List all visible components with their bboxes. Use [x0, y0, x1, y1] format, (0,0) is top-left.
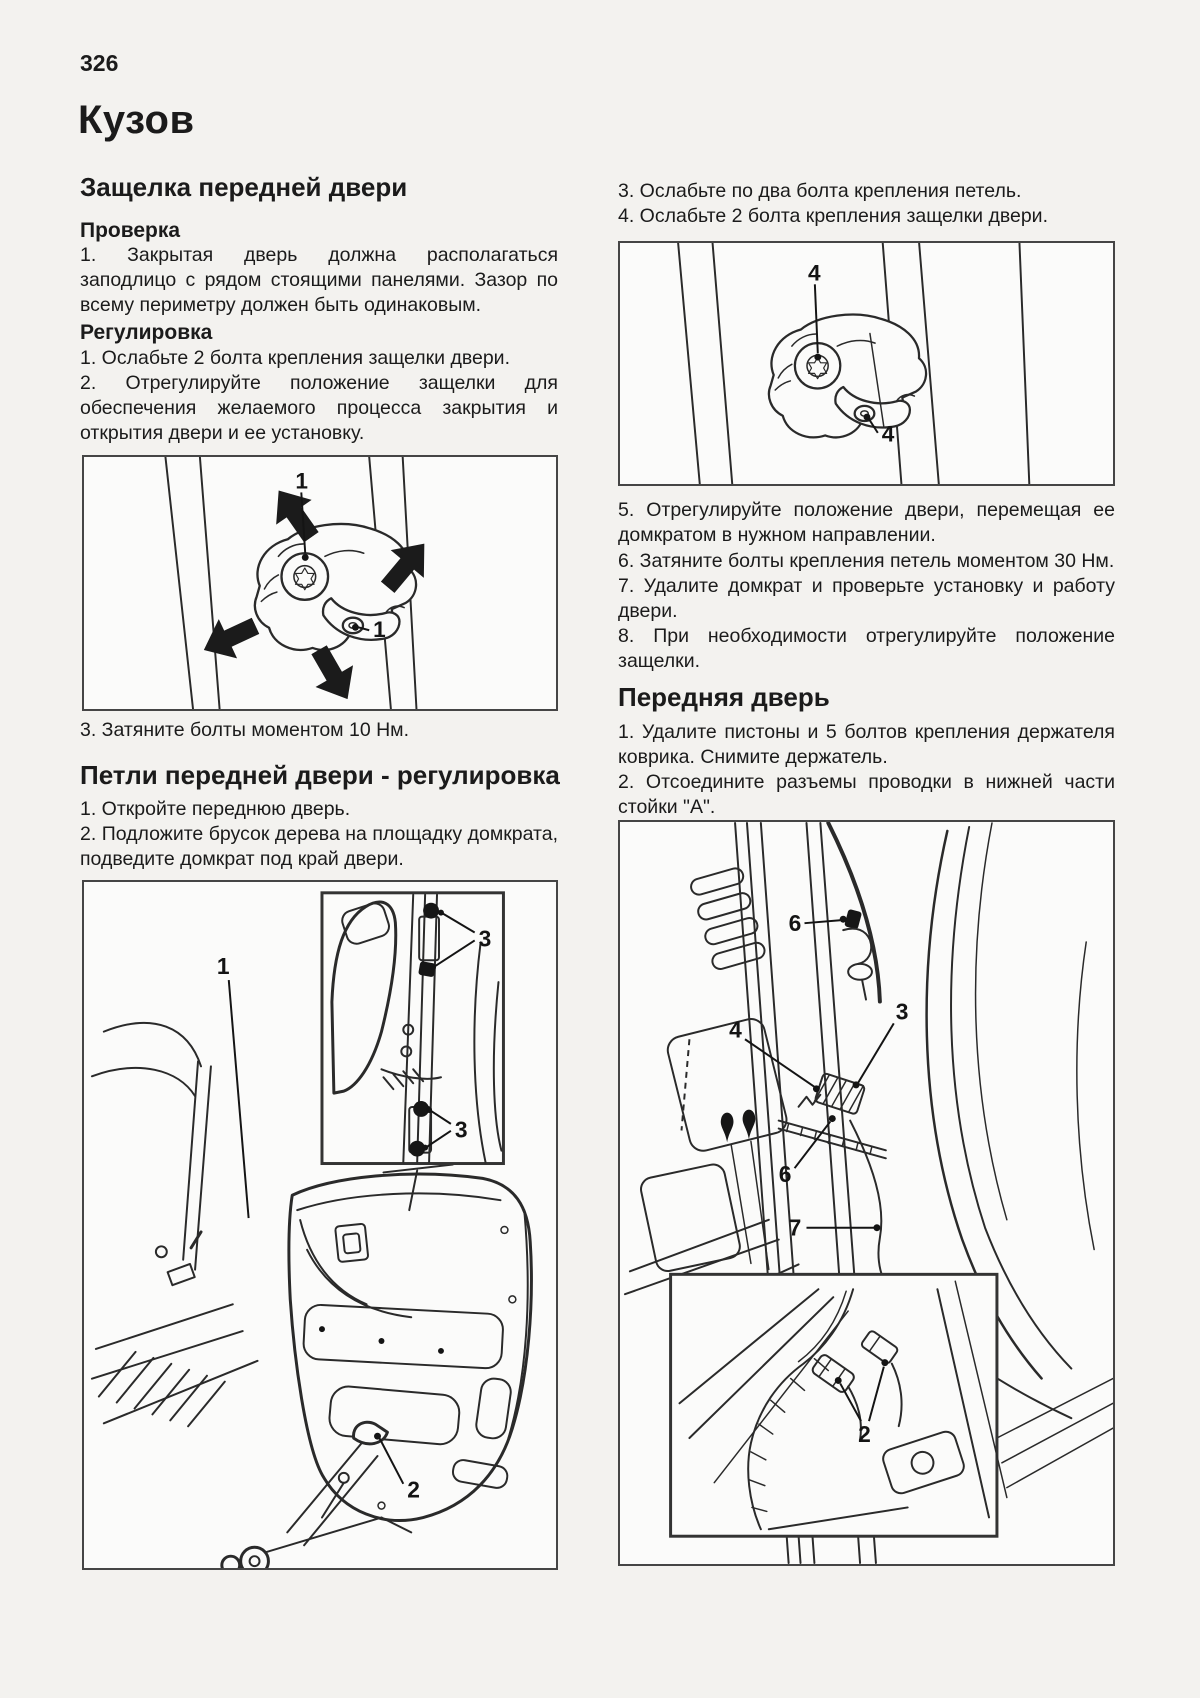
callout-bolt-top: 6 — [788, 910, 802, 937]
paragraph: 1. Удалите пистоны и 5 болтов крепления держателя коврика. Снимите держатель. — [618, 721, 1115, 768]
paragraph: 7. Удалите домкрат и проверьте установку и работу двери. — [618, 575, 1115, 622]
callout-grommet: 4 — [729, 1016, 742, 1043]
latch-adjust-illustration — [84, 457, 556, 709]
section-heading-front-door-hinges: Петли передней двери - регулировка — [80, 760, 560, 790]
callout-jack: 2 — [407, 1476, 420, 1503]
figure-latch-adjust — [82, 455, 558, 711]
door-latch-drawing — [769, 315, 926, 438]
paragraph: 8. При необходимости отрегулируйте положение защелки. — [618, 625, 1115, 672]
paragraph: 3. Затяните болты моментом 10 Нм. — [80, 719, 409, 741]
callout-connectors: 2 — [858, 1420, 871, 1447]
paragraph: 2. Отсоедините разъемы проводки в нижней части стойки "А". — [618, 771, 1115, 818]
latch-loosen-illustration — [620, 243, 1113, 484]
callout-door: 1 — [216, 953, 230, 980]
callout-trim: 3 — [895, 998, 909, 1025]
paragraph: 4. Ослабьте 2 болта крепления защелки двери. — [618, 205, 1048, 227]
callout-4-top: 4 — [807, 260, 821, 286]
callout-1-side: 1 — [373, 617, 386, 643]
paragraph: 1. Откройте переднюю дверь. — [80, 798, 351, 820]
pillar-wiring-illustration — [620, 822, 1113, 1564]
door-jack-illustration — [84, 882, 556, 1568]
paragraph: 6. Затяните болты крепления петель моментом 30 Нм. — [618, 550, 1115, 572]
callout-bolt-bottom: 6 — [778, 1161, 792, 1188]
callout-4-side: 4 — [881, 421, 895, 447]
figure-latch-loosen — [618, 241, 1115, 486]
page-number: 326 — [80, 50, 119, 76]
body-opening-drawing — [92, 1023, 258, 1426]
figure-door-on-jack — [82, 880, 558, 1570]
callout-1-top: 1 — [295, 468, 308, 494]
paragraph: 5. Отрегулируйте положение двери, перемещая ее домкратом в нужном направлении. — [618, 499, 1115, 546]
section-heading-front-door: Передняя дверь — [618, 682, 830, 712]
paragraph: 1. Закрытая дверь должна располагаться заподлицо с рядом стоящими панелями. Зазор по всему периметру должен быть одинаковым. — [80, 244, 558, 316]
subheading-check: Проверка — [80, 219, 181, 242]
paragraph: 3. Ослабьте по два болта крепления петель. — [618, 180, 1022, 202]
section-heading-front-door-latch: Защелка передней двери — [80, 172, 408, 202]
figure-pillar-wiring — [618, 820, 1115, 1566]
subheading-adjustment: Регулировка — [80, 321, 213, 344]
paragraph: 2. Отрегулируйте положение защелки для обеспечения желаемого процесса закрытия и открытия двери и ее установку. — [80, 372, 558, 444]
callout-hinge-top: 3 — [478, 925, 492, 952]
paragraph: 2. Подложите брусок дерева на площадку домкрата, подведите домкрат под край двери. — [80, 823, 558, 870]
hinge-inset — [322, 893, 503, 1164]
page-title: Кузов — [78, 98, 195, 142]
connector-inset — [671, 1274, 1007, 1536]
front-door-drawing — [289, 1165, 531, 1521]
paragraph: 1. Ослабьте 2 болта крепления защелки двери. — [80, 347, 510, 369]
callout-hinge-bottom: 3 — [454, 1116, 468, 1143]
callout-harness: 7 — [788, 1214, 802, 1241]
